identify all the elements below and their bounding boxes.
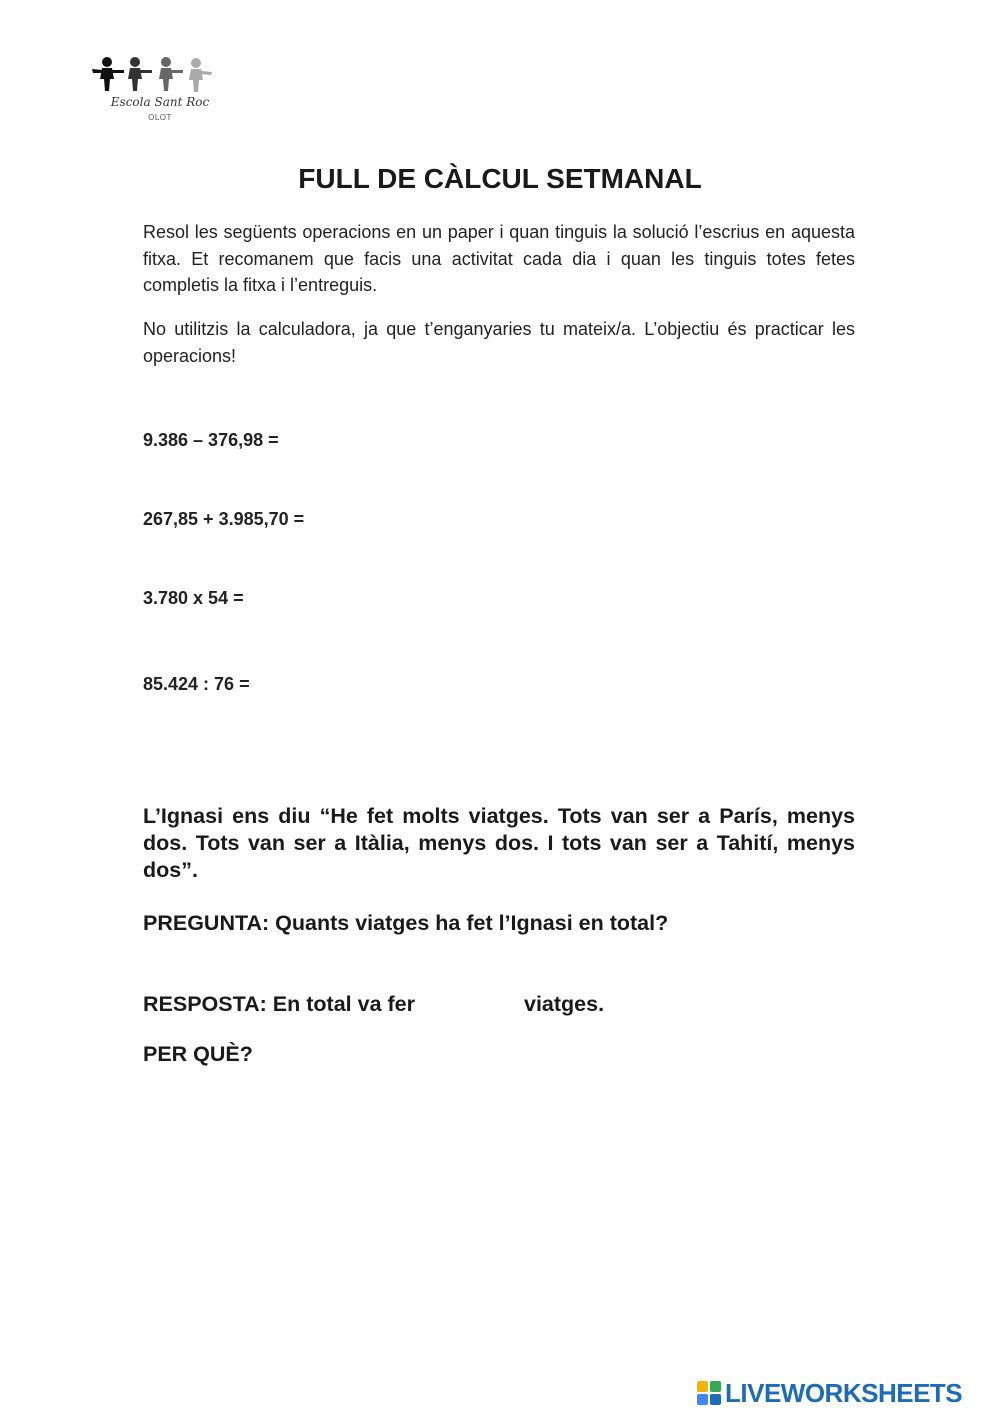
operation-division: 85.424 : 76 = (143, 674, 250, 694)
answer-input[interactable] (443, 992, 523, 1020)
operation-multiplication: 3.780 x 54 = (143, 588, 244, 608)
liveworksheets-logo-icon (697, 1381, 721, 1405)
page-title: FULL DE CÀLCUL SETMANAL (298, 163, 702, 194)
operation-addition: 267,85 + 3.985,70 = (143, 509, 305, 529)
school-logo (90, 55, 230, 130)
answer-suffix: viatges. (524, 992, 605, 1016)
instructions-paragraph: Resol les següents operacions en un paper i quan tinguis la solució l’escrius en aquesta fitxa. Et recomanem que facis una activitat cada dia i quan les tinguis totes fetes completis la fitxa i l’entreguis. (143, 222, 855, 295)
answer-prefix: RESPOSTA: En total va fer (143, 992, 415, 1016)
operation-subtraction: 9.386 – 376,98 = (143, 430, 279, 450)
why-prompt: PER QUÈ? (143, 1042, 253, 1066)
school-name: Escola Sant Roc (110, 95, 210, 109)
instructions-paragraph: No utilitzis la calculadora, ja que t’enganyaries tu mateix/a. L’objectiu és practicar les operacions! (143, 319, 855, 366)
liveworksheets-brand (697, 1378, 962, 1408)
problem-statement: L’Ignasi ens diu “He fet molts viatges. Tots van ser a París, menys dos. Tots van ser a Itàlia, menys dos. I tots van ser a Tahití, menys dos”. (143, 804, 855, 882)
school-city: OLOT (148, 113, 172, 122)
question-text: PREGUNTA: Quants viatges ha fet l’Ignasi en total? (143, 911, 669, 935)
children-holding-hands-icon (90, 55, 230, 95)
brand-text: LIVEWORKSHEETS (725, 1377, 963, 1408)
